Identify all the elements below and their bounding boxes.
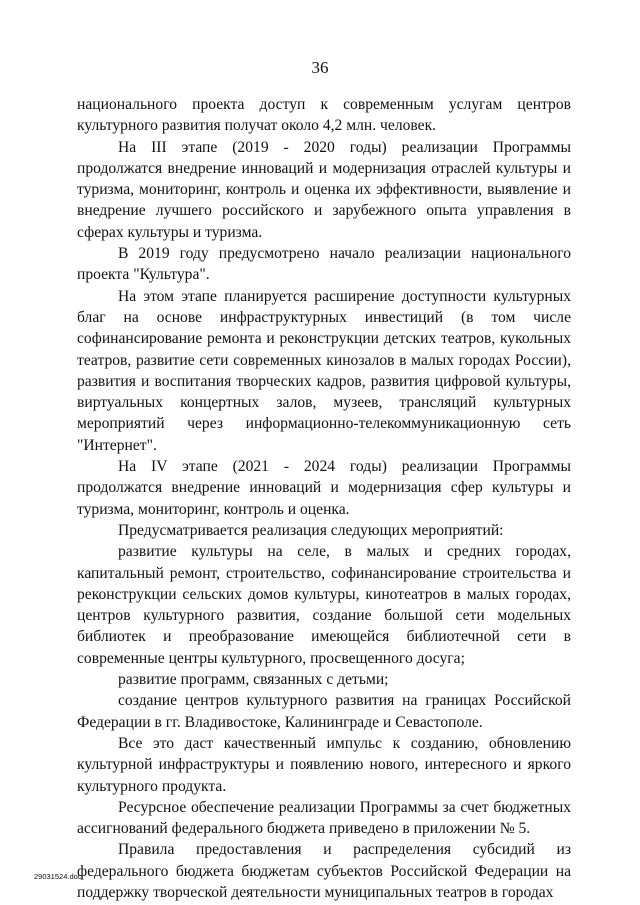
paragraph-measures-intro: Предусматривается реализация следующих мероприятий:	[118, 521, 504, 539]
paragraph-subsidy-rules: Правила предоставления и распределения субсидий из федерального бюджета бюджетам субъектов Российской Федерации на поддержку творческой деятельности муниципальных театров в городах	[77, 841, 571, 901]
document-body	[77, 94, 571, 903]
paragraph-national-project: В 2019 году предусмотрено начало реализации национального проекта "Культура".	[77, 245, 571, 284]
paragraph-resources: Ресурсное обеспечение реализации Программы за счет бюджетных ассигнований федерального бюджета приведено в приложении № 5.	[77, 798, 571, 838]
paragraph-stage-3: На III этапе (2019 - 2020 годы) реализации Программы продолжатся внедрение инноваций и модернизация отраслей культуры и туризма, мониторинг, контроль и оценка их эффективности, выявление и внедрение лучшего российского и зарубежного опыта управления в сферах культуры и туризма.	[77, 138, 571, 241]
page-number: 36	[311, 58, 329, 77]
list-item-rural-culture: развитие культуры на селе, в малых и средних городах, капитальный ремонт, строительство, софинансирование строительства и реконструкции сельских домов культуры, кинотеатров в малых городах, центров культурного развития, создание большой сети модельных библиотек и преобразование имеющейся библиотечной сети в современные центры культурного, просвещенного досуга;	[77, 543, 571, 667]
list-item-children-programs: развитие программ, связанных с детьми;	[118, 671, 389, 689]
document-filename: 29031524.doc	[34, 872, 82, 881]
paragraph-stage-4: На IV этапе (2021 - 2024 годы) реализации Программы продолжатся внедрение инноваций и модернизация сфер культуры и туризма, мониторинг, контроль и оценка.	[77, 458, 571, 518]
paragraph-stage-plans: На этом этапе планируется расширение доступности культурных благ на основе инфраструктурных инвестиций (в том числе софинансирование ремонта и реконструкции детских театров, кукольных театров, развитие сети современных кинозалов в малых городах России), развития и воспитания творческих кадров, развития цифровой культуры, виртуальных концертных залов, музеев, трансляций культурных мероприятий через информационно-телекоммуникационную сеть "Интернет".	[77, 287, 571, 454]
paragraph-continuation: национального проекта доступ к современным услугам центров культурного развития получат около 4,2 млн. человек.	[77, 96, 571, 135]
list-item-border-centers: создание центров культурного развития на границах Российской Федерации в гг. Владивостоке, Калининграде и Севастополе.	[77, 692, 571, 731]
paragraph-impulse: Все это даст качественный импульс к созданию, обновлению культурной инфраструктуры и появлению нового, интересного и яркого культурного продукта.	[77, 734, 571, 795]
